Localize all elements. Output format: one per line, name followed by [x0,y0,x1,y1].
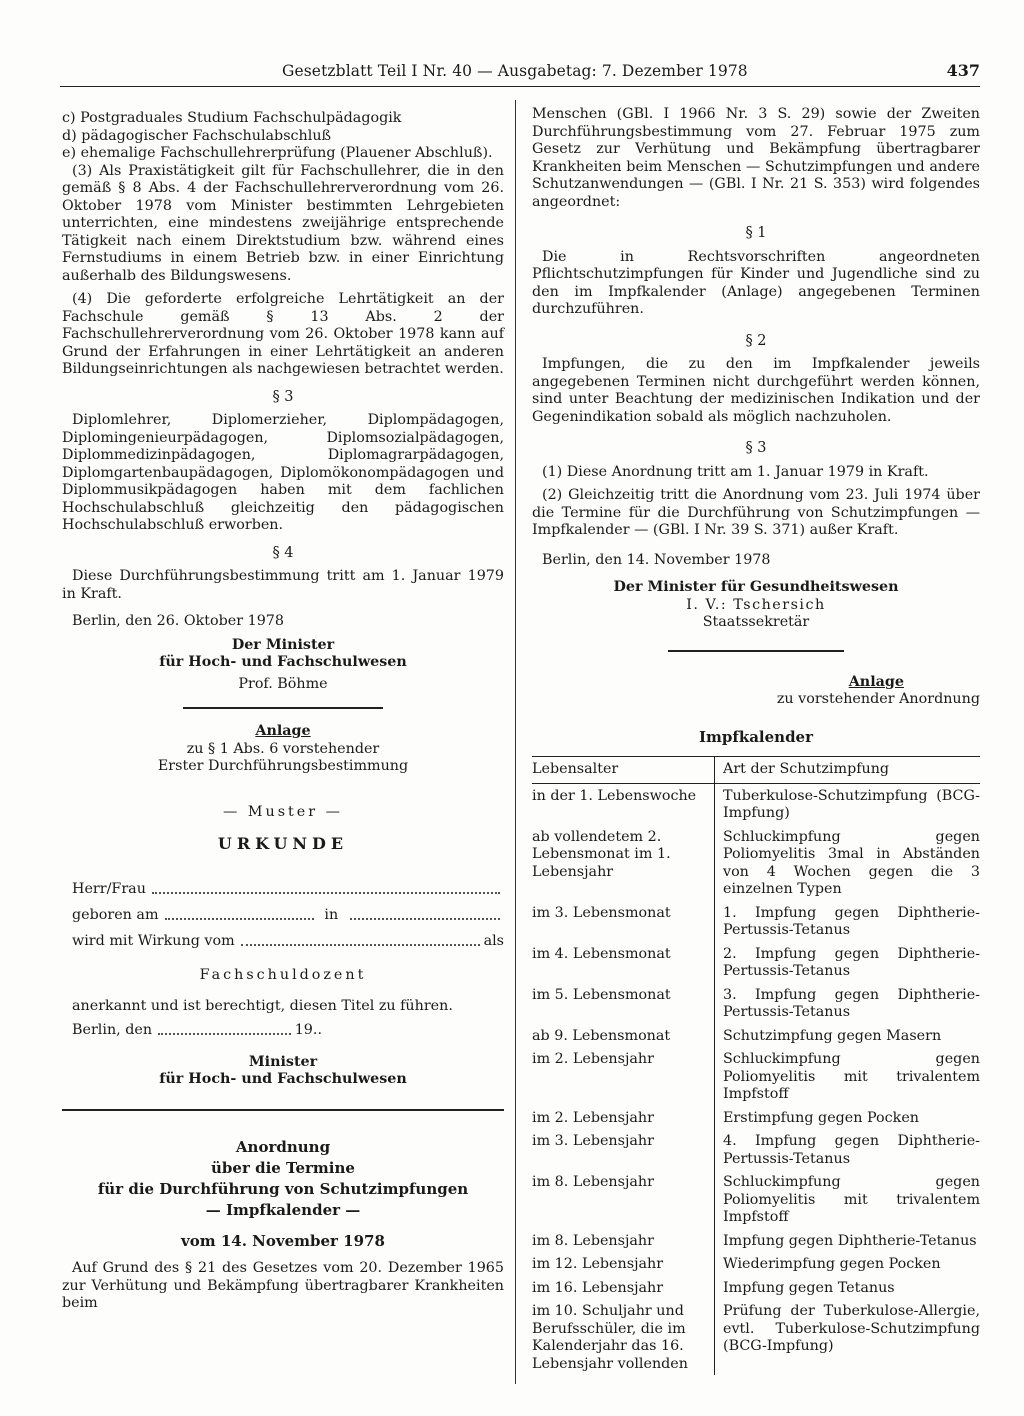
divider [183,707,383,709]
divider [668,650,844,652]
form-minister-line1: Minister [248,1053,318,1070]
table-row [532,1106,980,1130]
form-label: Berlin, den [72,1022,153,1038]
age-cell: im 2. Lebensjahr [532,1109,654,1126]
table-row [532,1252,980,1276]
column-divider [515,100,516,1384]
anordnung-title: für die Durchführung von Schutzimpfungen [97,1179,469,1198]
section-1-text: Die in Rechtsvorschriften angeordneten Pflichtschutzimpfungen für Kinder und Jugendliche sind zu den im Impfkalender (Anlage) angegebenen Terminen durchzuführen. [532,248,980,317]
paragraph-4: (4) Die geforderte erfolgreiche Lehrtätigkeit an der Fachschule gemäß § 13 Abs. 2 der Fachschullehrerverordnung vom 26. Oktober 1978 kann auf Grund der Erfahrungen in einer Lehrtätigkeit an anderen Bildungseinrichtungen als nachgewiesen betrachtet werden. [62,291,504,377]
vaccination-cell: Wiederimpfung gegen Pocken [715,1252,981,1276]
signer-title: Staatssekretär [702,614,810,630]
section-2-text: Impfungen, die zu den im Impfkalender jeweils angegebenen Terminen nicht durchgeführt werden können, sind unter Beachtung der medizinischen Indikation und der Gegenindikation sobald als möglich nachzuholen. [532,356,980,425]
form-label: als [483,933,504,949]
section-1-heading: § 1 [745,225,767,241]
vaccination-cell: 1. Impfung gegen Diphtherie-Pertussis-Tetanus [715,901,981,942]
list-item: c) Postgraduales Studium Fachschulpädagogik [62,110,402,126]
column-header: Art der Schutzimpfung [715,757,981,784]
age-cell: im 12. Lebensjahr [532,1256,664,1272]
fill-in-blank [241,944,480,946]
section-3-para-2: (2) Gleichzeitig tritt die Anordnung vom 23. Juli 1974 über die Termine für die Durchführung von Schutzimpfungen — Impfkalender — (GBl. I Nr. 39 S. 371) außer Kraft. [532,487,980,538]
anlage-line: Erster Durchführungsbestimmung [157,758,409,774]
table-row [532,1170,980,1229]
table-row [532,1047,980,1106]
signer-name: I. V.: Tschersich [686,596,826,613]
anlage-line: zu § 1 Abs. 6 vorstehender [186,740,380,757]
right-column [532,106,980,1375]
anordnung-date: vom 14. November 1978 [181,1231,385,1250]
anordnung-title: über die Termine [211,1158,355,1177]
form-line-birth [72,901,504,925]
table-row [532,983,980,1024]
age-cell: im 16. Lebensjahr [532,1279,664,1296]
fill-in-blank [152,892,500,894]
age-cell: im 4. Lebensmonat [532,945,671,962]
age-cell: im 3. Lebensjahr [532,1133,654,1149]
form-label: wird mit Wirkung vom [72,933,235,949]
section-3-text: Diplomlehrer, Diplomerzieher, Diplompädagogen, Diplomingenieurpädagogen, Diplomsozialpädagogen, Diplommedizinpädagogen, Diplomagrarpädagogen, Diplomgartenbaupädagogen, Diplomökonompädagogen und Diplommusikpädagogen haben mit dem fachlichen Hochschulabschluß gleichzeitig den pädagogischen Hochschulabschluß erworben. [62,412,504,533]
anordnung-intro: Auf Grund des § 21 des Gesetzes vom 20. Dezember 1965 zur Verhütung und Bekämpfung übertragbarer Krankheiten beim [62,1260,504,1311]
vaccination-cell: Schutzimpfung gegen Masern [715,1024,981,1048]
section-3-heading: § 3 [272,388,294,405]
vaccination-cell: Schluckimpfung gegen Poliomyelitis mit trivalentem Impfstoff [715,1170,981,1229]
age-cell: im 10. Schuljahr und Berufsschüler, die im Kalenderjahr das 16. Lebensjahr vollenden [532,1303,688,1372]
anlage-subtitle: zu vorstehender Anordnung [776,691,980,707]
section-3-para-1: (1) Diese Anordnung tritt am 1. Januar 1979 in Kraft. [542,463,929,480]
table-row [532,825,980,901]
table-row [532,1276,980,1300]
form-title-fachschuldozent: Fachschuldozent [199,966,367,983]
table-row [532,783,980,825]
table-row [532,901,980,942]
age-cell: im 2. Lebensjahr [532,1051,654,1067]
vaccination-cell: Erstimpfung gegen Pocken [715,1106,981,1130]
vaccination-cell: 4. Impfung gegen Diphtherie-Pertussis-Tetanus [715,1129,981,1170]
table-title: Impfkalender [698,727,814,746]
list-item: e) ehemalige Fachschullehrerprüfung (Plauener Abschluß). [62,145,493,161]
form-label: 19.. [294,1022,322,1038]
form-label: Herr/Frau [72,881,146,897]
form-line-effective [72,927,504,951]
form-text: anerkannt und ist berechtigt, diesen Titel zu führen. [72,998,453,1014]
urkunde-title: URKUNDE [217,834,349,853]
signing-date: Berlin, den 26. Oktober 1978 [72,613,285,629]
minister-title: Der Minister für Gesundheitswesen [613,579,899,595]
fill-in-blank [165,918,315,920]
anlage-title: Anlage [255,723,311,739]
vaccination-cell: 3. Impfung gegen Diphtherie-Pertussis-Tetanus [715,983,981,1024]
table-row [532,1299,980,1375]
form-label: geboren am [72,907,159,923]
minister-title-line2: für Hoch- und Fachschulwesen [159,654,407,670]
intro-continuation: Menschen (GBl. I 1966 Nr. 3 S. 29) sowie der Zweiten Durchführungsbestimmung vom 27. Februar 1975 zum Gesetz zur Verhütung und Bekämpfung übertragbarer Krankheiten beim Menschen — Schutzimpfungen und andere Schutzanwendungen — (GBl. I Nr. 21 S. 353) wird folgendes angeordnet: [532,106,980,210]
age-cell: im 3. Lebensmonat [532,904,671,921]
signer-name: Prof. Böhme [238,675,328,692]
list-item: d) pädagogischer Fachschulabschluß [62,127,332,144]
table-row [532,1229,980,1253]
section-2-heading: § 2 [745,332,767,349]
vaccination-table [532,756,980,1375]
anlage-title: Anlage [848,673,904,690]
section-4-heading: § 4 [272,544,294,561]
vaccination-cell: Schluckimpfung gegen Poliomyelitis mit trivalentem Impfstoff [715,1047,981,1106]
fill-in-blank [350,918,500,920]
anordnung-title: — Impfkalender — [205,1200,361,1219]
header-title: Gesetzblatt Teil I Nr. 40 — Ausgabetag: 7. Dezember 1978 [282,62,748,80]
vaccination-cell: Prüfung der Tuberkulose-Allergie, evtl. Tuberkulose-Schutzimpfung (BCG-Impfung) [715,1299,981,1375]
section-4-text: Diese Durchführungsbestimmung tritt am 1. Januar 1979 in Kraft. [62,568,504,602]
form-label: in [324,907,339,923]
form-line-name [72,875,504,899]
page-header [60,62,980,87]
column-header: Lebensalter [532,757,715,784]
age-cell: ab 9. Lebensmonat [532,1027,671,1044]
table-header-row [532,757,980,784]
vaccination-cell: Tuberkulose-Schutzimpfung (BCG-Impfung) [715,783,981,825]
age-cell: in der 1. Lebenswoche [532,787,697,804]
muster-label: — Muster — [223,803,343,820]
paragraph-3: (3) Als Praxistätigkeit gilt für Fachschullehrer, die in den gemäß § 8 Abs. 4 der Fachschullehrerverordnung vom 26. Oktober 1978 vom Minister bestimmten Lehrgebieten unterrichten, eine mindestens zweijährige entsprechende Tätigkeit nach einem Direktstudium bzw. während eines Fernstudiums in einem Betrieb bzw. in einer Einrichtung außerhalb des Bildungswesens. [62,162,504,284]
anordnung-title: Anordnung [235,1137,331,1156]
vaccination-cell: Impfung gegen Diphtherie-Tetanus [715,1229,981,1253]
left-column [62,110,504,1313]
fill-in-blank [158,1033,291,1035]
form-minister-line2: für Hoch- und Fachschulwesen [159,1071,407,1087]
minister-title-line1: Der Minister [231,636,335,653]
age-cell: im 8. Lebensjahr [532,1174,654,1190]
vaccination-cell: Impfung gegen Tetanus [715,1276,981,1300]
age-cell: ab vollendetem 2. Lebensmonat im 1. Lebensjahr [532,828,671,880]
table-row [532,1024,980,1048]
age-cell: im 5. Lebensmonat [532,986,671,1003]
age-cell: im 8. Lebensjahr [532,1232,654,1249]
table-row [532,942,980,983]
vaccination-cell: 2. Impfung gegen Diphtherie-Pertussis-Tetanus [715,942,981,983]
signing-date: Berlin, den 14. November 1978 [542,551,771,568]
vaccination-cell: Schluckimpfung gegen Poliomyelitis 3mal in Abständen von 4 Wochen gegen die 3 einzelnen Typen [715,825,981,901]
form-line-date [72,1016,322,1040]
divider [62,1109,504,1111]
table-row [532,1129,980,1170]
page-number: 437 [946,61,980,80]
section-3-heading: § 3 [745,440,767,456]
